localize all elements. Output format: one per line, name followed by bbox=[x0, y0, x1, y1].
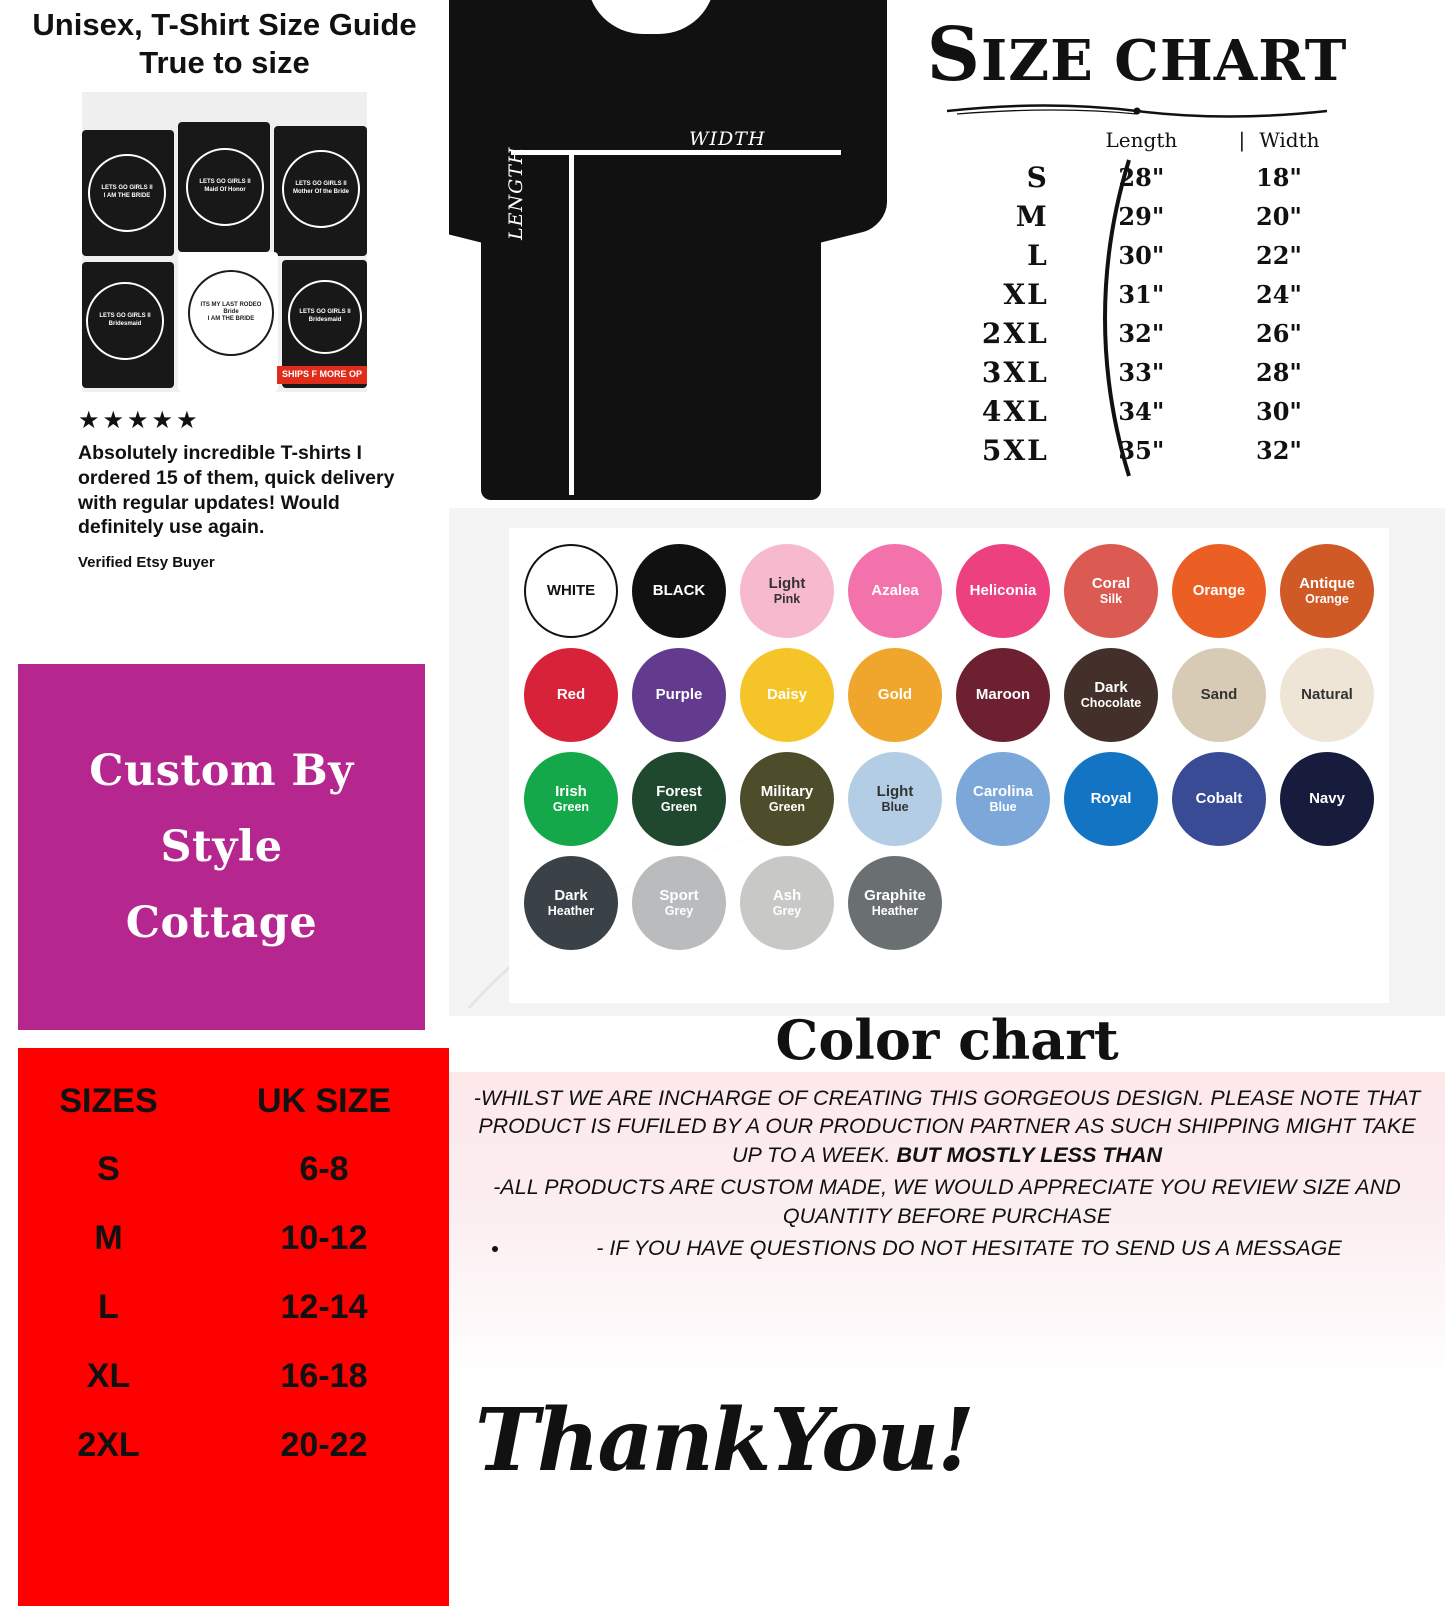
swatch-label: Royal bbox=[1090, 789, 1132, 807]
size-label: 2XL bbox=[981, 317, 1049, 350]
swatch-daisy[interactable] bbox=[740, 648, 834, 742]
swatch-gold[interactable] bbox=[848, 648, 942, 742]
swatch-maroon[interactable] bbox=[956, 648, 1050, 742]
size-chart-title bbox=[829, 0, 1445, 98]
width-measure-line bbox=[511, 150, 841, 155]
width-value: 24" bbox=[1256, 280, 1302, 309]
swatch-sublabel: Green bbox=[552, 800, 590, 815]
swatch-dark-heather[interactable] bbox=[524, 856, 618, 950]
length-measure-line bbox=[569, 150, 574, 495]
width-value: 28" bbox=[1256, 358, 1302, 387]
disclaimer-line-1-text: -WHILST WE ARE INCHARGE OF CREATING THIS GORGEOUS DESIGN. PLEASE NOTE THAT PRODUCT IS FUFILED BY A OUR PRODUCTION PARTNER AS SUCH SHIPPING MIGHT TAKE UP TO A WEEK. bbox=[473, 1086, 1421, 1167]
swatch-sublabel: Green bbox=[660, 800, 698, 815]
swatch-royal[interactable] bbox=[1064, 752, 1158, 846]
width-value: 22" bbox=[1256, 241, 1302, 270]
decorative-flourish bbox=[927, 100, 1347, 122]
table-row bbox=[18, 1273, 449, 1342]
size-label: M bbox=[1015, 200, 1049, 233]
size-label: 5XL bbox=[981, 434, 1049, 467]
uk-size-value: 20-22 bbox=[280, 1426, 368, 1464]
swatch-label: Red bbox=[556, 685, 586, 703]
product-photo bbox=[82, 92, 367, 392]
uk-size-table bbox=[18, 1072, 449, 1480]
width-value: 20" bbox=[1256, 202, 1302, 231]
width-value: 26" bbox=[1256, 319, 1302, 348]
flourish-icon bbox=[927, 100, 1347, 122]
column-header-sizes: SIZES bbox=[59, 1082, 158, 1120]
swatch-label: Irish bbox=[555, 782, 587, 800]
swatch-sublabel: Heather bbox=[547, 904, 595, 919]
width-header-text: Width bbox=[1259, 128, 1320, 152]
swatch-red[interactable] bbox=[524, 648, 618, 742]
disclaimer-bullet-list bbox=[467, 1234, 1427, 1262]
width-value: 18" bbox=[1256, 163, 1302, 192]
length-value: 28" bbox=[1118, 163, 1165, 192]
length-value: 29" bbox=[1118, 202, 1165, 231]
swatch-label: BLACK bbox=[652, 581, 706, 599]
swatch-navy[interactable] bbox=[1280, 752, 1374, 846]
swatch-heliconia[interactable] bbox=[956, 544, 1050, 638]
swatch-label: Light bbox=[876, 782, 914, 800]
swatch-sublabel: Pink bbox=[773, 592, 801, 607]
uk-size-value: 6-8 bbox=[299, 1150, 349, 1188]
swatch-label: Natural bbox=[1301, 685, 1353, 703]
swatch-dark-chocolate[interactable] bbox=[1064, 648, 1158, 742]
left-column bbox=[0, 0, 449, 1606]
size-column-header bbox=[922, 128, 1077, 158]
table-header-row bbox=[18, 1072, 449, 1135]
swatch-label: Forest bbox=[656, 782, 702, 800]
table-row bbox=[18, 1411, 449, 1480]
swatch-row-2 bbox=[519, 648, 1379, 742]
brand-line-3: Cottage bbox=[125, 898, 318, 948]
swatch-label: WHITE bbox=[546, 581, 596, 599]
swatch-label: Daisy bbox=[766, 685, 808, 703]
tee-graphic: LETS GO GIRLS ll I AM THE BRIDE bbox=[88, 154, 166, 232]
disclaimer-block bbox=[449, 1072, 1445, 1382]
length-value: 34" bbox=[1118, 397, 1165, 426]
size-label: XL bbox=[1003, 278, 1049, 311]
uk-size-label: M bbox=[94, 1219, 123, 1257]
swatch-label: Coral bbox=[1091, 574, 1131, 592]
color-chart-panel bbox=[449, 508, 1445, 1016]
swatch-sand[interactable] bbox=[1172, 648, 1266, 742]
swatch-irish-green[interactable] bbox=[524, 752, 618, 846]
color-chart-title: Color chart bbox=[775, 1008, 1119, 1072]
swatch-orange[interactable] bbox=[1172, 544, 1266, 638]
width-value: 32" bbox=[1256, 436, 1302, 465]
size-chart-title-rest: IZE CHART bbox=[981, 28, 1348, 94]
swatch-light-pink[interactable] bbox=[740, 544, 834, 638]
swatch-row-3 bbox=[519, 752, 1379, 846]
swatch-sublabel: Chocolate bbox=[1080, 696, 1142, 711]
size-label: S bbox=[1026, 161, 1049, 194]
swatch-label: Ash bbox=[772, 886, 802, 904]
width-label: WIDTH bbox=[689, 128, 766, 150]
swatch-antique-orange[interactable] bbox=[1280, 544, 1374, 638]
swatch-label: Military bbox=[760, 782, 814, 800]
swatch-row-4 bbox=[519, 856, 1379, 950]
length-value: 33" bbox=[1118, 358, 1165, 387]
swatch-sublabel: Heather bbox=[871, 904, 919, 919]
page-title: Unisex, T-Shirt Size Guide bbox=[32, 7, 417, 42]
page-subtitle: True to size bbox=[139, 44, 310, 80]
disclaimer-bullet-item: • - IF YOU HAVE QUESTIONS DO NOT HESITATE TO SEND US A MESSAGE bbox=[511, 1234, 1427, 1262]
shirt-body bbox=[481, 0, 821, 500]
disclaimer-line-1 bbox=[467, 1084, 1427, 1169]
swatch-row-1 bbox=[519, 544, 1379, 638]
brand-block bbox=[18, 664, 425, 1030]
swatch-label: Heliconia bbox=[969, 581, 1037, 599]
swatch-label: Purple bbox=[655, 685, 703, 703]
tee-graphic: LETS GO GIRLS ll Bridesmaid bbox=[288, 280, 362, 354]
uk-size-table-block bbox=[18, 1048, 449, 1606]
swatch-label: Cobalt bbox=[1195, 789, 1243, 807]
swatch-label: Orange bbox=[1192, 581, 1246, 599]
uk-size-value: 12-14 bbox=[280, 1288, 368, 1326]
swatch-sublabel: Silk bbox=[1099, 592, 1123, 607]
swatch-sport-grey[interactable] bbox=[632, 856, 726, 950]
swatch-sublabel: Orange bbox=[1305, 592, 1349, 607]
table-row bbox=[18, 1135, 449, 1204]
star-rating: ★★★★★ bbox=[78, 406, 201, 434]
swatch-label: Sand bbox=[1200, 685, 1238, 703]
swatch-carolina-blue[interactable] bbox=[956, 752, 1050, 846]
tee-graphic-bride: ITS MY LAST RODEO Bride I AM THE BRIDE bbox=[188, 270, 274, 356]
uk-size-value: 16-18 bbox=[280, 1357, 368, 1395]
thank-you-text: ThankYou! bbox=[475, 1390, 973, 1491]
swatch-label: Light bbox=[768, 574, 806, 592]
swatch-sublabel: Blue bbox=[989, 800, 1017, 815]
size-label: L bbox=[1027, 239, 1049, 272]
swatch-white[interactable] bbox=[524, 544, 618, 638]
swatch-purple[interactable] bbox=[632, 648, 726, 742]
table-row bbox=[18, 1342, 449, 1411]
verified-buyer-label: Verified Etsy Buyer bbox=[78, 554, 215, 572]
swatch-natural[interactable] bbox=[1280, 648, 1374, 742]
disclaimer-line-1-emphasis: BUT MOSTLY LESS THAN bbox=[896, 1142, 1163, 1167]
length-value: 30" bbox=[1118, 241, 1165, 270]
tee-graphic: LETS GO GIRLS ll Mother Of the Bride bbox=[282, 150, 360, 228]
uk-size-label: S bbox=[97, 1150, 120, 1188]
swatch-sublabel: Green bbox=[768, 800, 806, 815]
size-chart-panel bbox=[449, 0, 1445, 508]
size-label: 4XL bbox=[981, 395, 1049, 428]
uk-size-label: XL bbox=[86, 1357, 131, 1395]
ships-badge: SHIPS F MORE OP bbox=[277, 366, 367, 383]
disclaimer-line-2: -ALL PRODUCTS ARE CUSTOM MADE, WE WOULD APPRECIATE YOU REVIEW SIZE AND QUANTITY BEFORE PURCHASE bbox=[493, 1175, 1401, 1228]
width-column-header: | Width bbox=[1238, 128, 1320, 152]
swatch-cobalt[interactable] bbox=[1172, 752, 1266, 846]
tee-graphic: LETS GO GIRLS ll Bridesmaid bbox=[86, 282, 164, 360]
size-chart bbox=[829, 0, 1445, 508]
swatch-label: Dark bbox=[1094, 678, 1128, 696]
uk-size-value: 10-12 bbox=[280, 1219, 368, 1257]
swatch-label: Navy bbox=[1309, 789, 1345, 807]
tee-graphic: LETS GO GIRLS ll Maid Of Honor bbox=[186, 148, 264, 226]
swatch-label: Dark bbox=[554, 886, 588, 904]
swatch-military-green[interactable] bbox=[740, 752, 834, 846]
swatch-graphite-heather[interactable] bbox=[848, 856, 942, 950]
width-value: 30" bbox=[1256, 397, 1302, 426]
swatch-label: Gold bbox=[877, 685, 913, 703]
table-row bbox=[18, 1204, 449, 1273]
length-value: 32" bbox=[1118, 319, 1165, 348]
uk-size-label: 2XL bbox=[77, 1426, 140, 1464]
uk-size-label: L bbox=[98, 1288, 119, 1326]
swatch-azalea[interactable] bbox=[848, 544, 942, 638]
swatch-ash-grey[interactable] bbox=[740, 856, 834, 950]
swatch-label: Antique bbox=[1299, 574, 1355, 592]
swatch-forest-green[interactable] bbox=[632, 752, 726, 846]
swatch-label: Carolina bbox=[972, 782, 1033, 800]
column-header-uk-size: UK SIZE bbox=[256, 1082, 392, 1120]
length-label: LENGTH bbox=[505, 146, 527, 240]
size-label: 3XL bbox=[981, 356, 1049, 389]
swatch-sublabel: Grey bbox=[772, 904, 802, 919]
brace-icon bbox=[1099, 158, 1139, 478]
swatch-label: Graphite bbox=[864, 886, 926, 904]
brand-line-1: Custom By bbox=[89, 746, 354, 796]
length-column-header: Length bbox=[1105, 128, 1178, 152]
length-value: 35" bbox=[1118, 436, 1165, 465]
size-chart-title-drop-cap: S bbox=[926, 12, 982, 98]
table-header-row bbox=[922, 128, 1352, 158]
length-value: 31" bbox=[1118, 280, 1165, 309]
swatch-sublabel: Blue bbox=[881, 800, 909, 815]
swatch-card bbox=[509, 528, 1389, 1003]
swatch-light-blue[interactable] bbox=[848, 752, 942, 846]
swatch-label: Maroon bbox=[975, 685, 1031, 703]
swatch-label: Azalea bbox=[871, 581, 919, 599]
swatch-sublabel: Grey bbox=[664, 904, 694, 919]
review-text: Absolutely incredible T-shirts I ordered 15 of them, quick delivery with regular updates! Would definitely use again. bbox=[78, 441, 395, 539]
swatch-coral-silk[interactable] bbox=[1064, 544, 1158, 638]
brand-line-2: Style bbox=[160, 822, 283, 872]
swatch-label: Sport bbox=[659, 886, 699, 904]
swatch-black[interactable] bbox=[632, 544, 726, 638]
